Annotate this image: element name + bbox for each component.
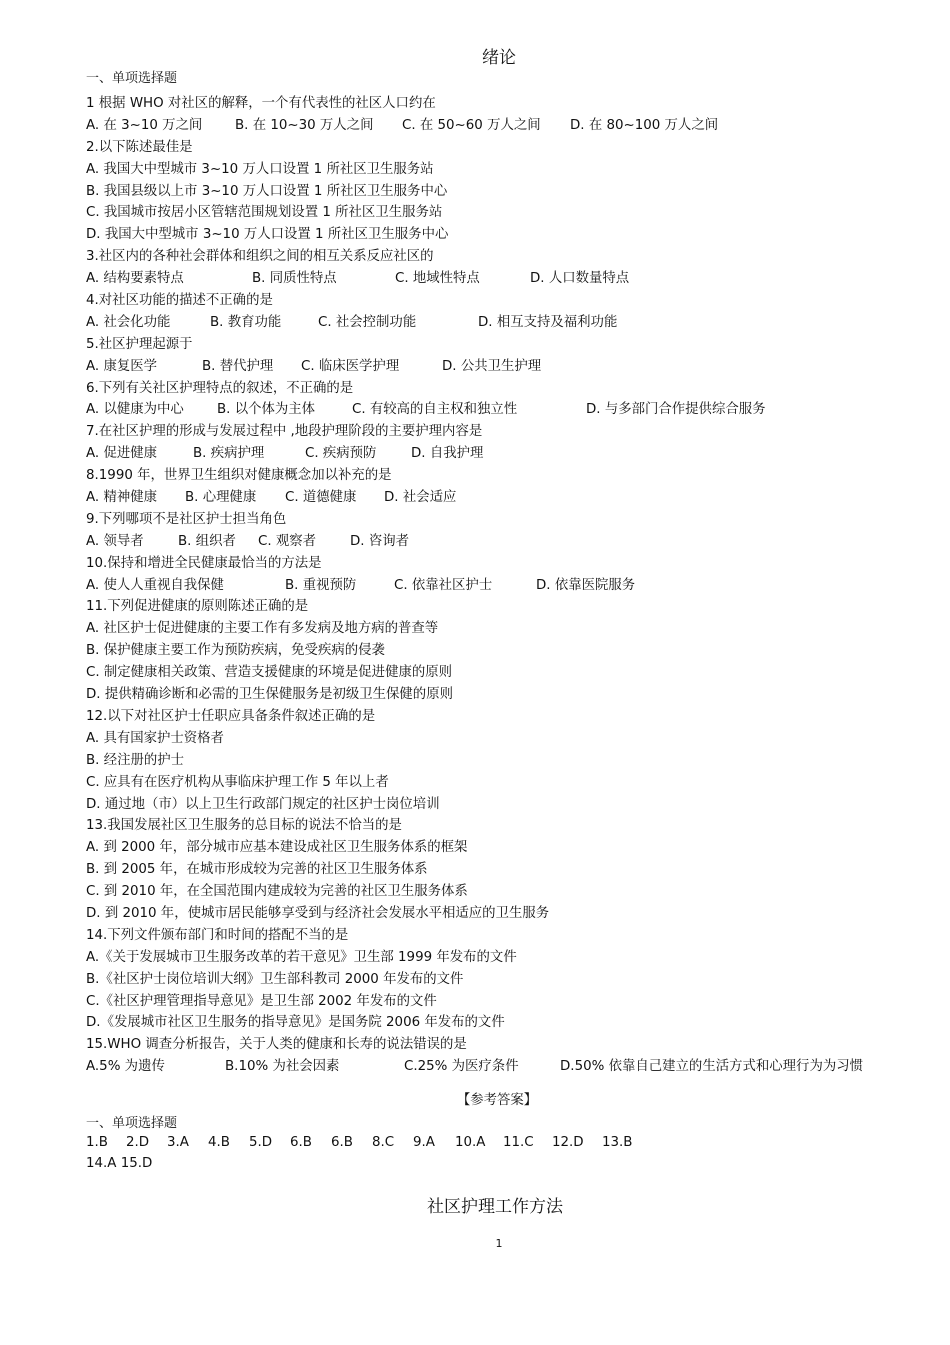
option: A.《关于发展城市卫生服务改革的若干意见》卫生部 1999 年发布的文件 bbox=[86, 949, 517, 965]
option: D. 到 2010 年，使城市居民能够享受到与经济社会发展水平相适应的卫生服务 bbox=[86, 905, 550, 921]
question-stem: 2.以下陈述最佳是 bbox=[86, 139, 193, 155]
option: C. 社会控制功能 bbox=[318, 314, 417, 330]
option: C. 制定健康相关政策、营造支援健康的环境是促进健康的原则 bbox=[86, 665, 453, 681]
option-row bbox=[86, 115, 906, 137]
option: A. 精神健康 bbox=[86, 490, 157, 506]
answer-title: 【参考答案】 bbox=[456, 1093, 538, 1108]
option: D. 公共卫生护理 bbox=[442, 358, 542, 374]
option: A. 领导者 bbox=[86, 533, 144, 549]
question-stem: 7.在社区护理的形成与发展过程中 ,地段护理阶段的主要护理内容是 bbox=[86, 424, 483, 440]
question-stem: 5.社区护理起源于 bbox=[86, 336, 193, 352]
answer-item: 3.A bbox=[167, 1135, 189, 1150]
option: D. 咨询者 bbox=[350, 533, 409, 549]
question-stem: 1 根据 WHO 对社区的解释，一个有代表性的社区人口约在 bbox=[86, 96, 436, 111]
next-section-title: 社区护理工作方法 bbox=[427, 1197, 563, 1217]
option: B. 组织者 bbox=[178, 533, 236, 549]
answer-item: 8.C bbox=[372, 1135, 395, 1150]
chapter-title: 绪论 bbox=[482, 48, 516, 68]
option: D. 相互支持及福利功能 bbox=[478, 314, 618, 330]
answer-item: 5.D bbox=[249, 1135, 273, 1150]
question-list bbox=[86, 93, 906, 1078]
option: C. 地域性特点 bbox=[395, 271, 480, 287]
option: B. 以个体为主体 bbox=[217, 402, 316, 418]
option: B. 保护健康主要工作为预防疾病，免受疾病的侵袭 bbox=[86, 643, 385, 659]
option-row bbox=[86, 268, 906, 290]
question-stem: 11.下列促进健康的原则陈述正确的是 bbox=[86, 599, 309, 615]
answer-item: 4.B bbox=[208, 1135, 230, 1150]
option: A. 促进健康 bbox=[86, 446, 157, 462]
answer-item: 13.B bbox=[602, 1135, 633, 1150]
option: C. 疾病预防 bbox=[305, 446, 377, 462]
option: A. 以健康为中心 bbox=[86, 402, 184, 418]
option: C. 观察者 bbox=[258, 533, 317, 549]
question-stem: 15.WHO 调查分析报告，关于人类的健康和长寿的说法错误的是 bbox=[86, 1037, 467, 1053]
option: D. 人口数量特点 bbox=[530, 271, 630, 287]
answer-item: 6.B bbox=[290, 1135, 312, 1150]
option: C. 依靠社区护士 bbox=[394, 577, 493, 593]
option: C. 到 2010 年，在全国范围内建成较为完善的社区卫生服务体系 bbox=[86, 884, 468, 900]
question-stem: 8.1990 年，世界卫生组织对健康概念加以补充的是 bbox=[86, 468, 392, 484]
option-row bbox=[86, 443, 906, 465]
option: B. 同质性特点 bbox=[252, 271, 337, 287]
option: C. 在 50~60 万人之间 bbox=[402, 117, 541, 133]
option: B. 替代护理 bbox=[202, 358, 274, 374]
question-stem: 14.下列文件颁布部门和时间的搭配不当的是 bbox=[86, 927, 349, 943]
option: A. 社会化功能 bbox=[86, 314, 171, 330]
option: B.《社区护士岗位培训大纲》卫生部科教司 2000 年发布的文件 bbox=[86, 971, 464, 987]
option: C.25% 为医疗条件 bbox=[404, 1059, 519, 1075]
option: C. 有较高的自主权和独立性 bbox=[352, 402, 518, 418]
option: A.5% 为遗传 bbox=[86, 1059, 165, 1075]
answer-item: 11.C bbox=[503, 1135, 534, 1150]
option: A. 社区护士促进健康的主要工作有多发病及地方病的普查等 bbox=[86, 621, 439, 637]
option: D. 社会适应 bbox=[384, 490, 457, 506]
page-number: 1 bbox=[495, 1237, 503, 1250]
option: B. 我国县级以上市 3~10 万人口设置 1 所社区卫生服务中心 bbox=[86, 183, 448, 199]
option: D. 我国大中型城市 3~10 万人口设置 1 所社区卫生服务中心 bbox=[86, 227, 449, 243]
question-stem: 4.对社区功能的描述不正确的是 bbox=[86, 293, 273, 309]
option: A. 具有国家护士资格者 bbox=[86, 730, 224, 746]
answer-section-heading: 一、单项选择题 bbox=[86, 1116, 178, 1131]
answer-item: 14.A 15.D bbox=[86, 1156, 153, 1171]
option: B. 心理健康 bbox=[185, 490, 257, 506]
option: C. 我国城市按居小区管辖范围规划设置 1 所社区卫生服务站 bbox=[86, 205, 443, 221]
answer-item: 1.B bbox=[86, 1135, 108, 1150]
option: A. 在 3~10 万之间 bbox=[86, 117, 203, 133]
option: B. 经注册的护士 bbox=[86, 752, 185, 768]
question-stem: 12.以下对社区护士任职应具备条件叙述正确的是 bbox=[86, 708, 376, 724]
question-stem: 10.保持和增进全民健康最恰当的方法是 bbox=[86, 555, 322, 571]
question-stem: 13.我国发展社区卫生服务的总目标的说法不恰当的是 bbox=[86, 818, 402, 834]
option: C. 道德健康 bbox=[285, 490, 357, 506]
option: A. 康复医学 bbox=[86, 358, 157, 374]
option: B. 在 10~30 万人之间 bbox=[235, 117, 374, 133]
option-row bbox=[86, 312, 906, 334]
option-row bbox=[86, 531, 906, 553]
option: D. 与多部门合作提供综合服务 bbox=[586, 402, 766, 418]
option-row bbox=[86, 1056, 906, 1078]
option: B. 到 2005 年，在城市形成较为完善的社区卫生服务体系 bbox=[86, 862, 428, 878]
option: D. 自我护理 bbox=[411, 446, 484, 462]
answer-item: 10.A bbox=[455, 1135, 486, 1150]
answer-item: 9.A bbox=[413, 1135, 435, 1150]
option: B.10% 为社会因素 bbox=[225, 1059, 340, 1075]
option: D. 通过地（市）以上卫生行政部门规定的社区护士岗位培训 bbox=[86, 796, 440, 812]
question-stem: 3.社区内的各种社会群体和组织之间的相互关系反应社区的 bbox=[86, 249, 434, 265]
option: D.《发展城市社区卫生服务的指导意见》是国务院 2006 年发布的文件 bbox=[86, 1015, 505, 1031]
option: D. 提供精确诊断和必需的卫生保健服务是初级卫生保健的原则 bbox=[86, 687, 453, 703]
option-row bbox=[86, 487, 906, 509]
option: D.50% 依靠自己建立的生活方式和心理行为为习惯 bbox=[560, 1059, 864, 1075]
option: A. 使人人重视自我保健 bbox=[86, 577, 224, 593]
option: C. 临床医学护理 bbox=[301, 358, 400, 374]
question-stem: 9.下列哪项不是社区护士担当角色 bbox=[86, 511, 287, 527]
option: D. 在 80~100 万人之间 bbox=[570, 117, 719, 133]
option: C. 应具有在医疗机构从事临床护理工作 5 年以上者 bbox=[86, 774, 389, 790]
option: B. 重视预防 bbox=[285, 577, 357, 593]
answer-item: 2.D bbox=[126, 1135, 150, 1150]
option: B. 疾病护理 bbox=[193, 446, 265, 462]
option-row bbox=[86, 399, 906, 421]
option: A. 到 2000 年，部分城市应基本建设成社区卫生服务体系的框架 bbox=[86, 840, 468, 856]
question-stem: 6.下列有关社区护理特点的叙述，不正确的是 bbox=[86, 380, 354, 396]
option-row bbox=[86, 356, 906, 378]
answer-item: 6.B bbox=[331, 1135, 353, 1150]
option: D. 依靠医院服务 bbox=[536, 577, 636, 593]
option: A. 结构要素特点 bbox=[86, 271, 184, 287]
option-row bbox=[86, 575, 906, 597]
option: B. 教育功能 bbox=[210, 314, 282, 330]
option: A. 我国大中型城市 3~10 万人口设置 1 所社区卫生服务站 bbox=[86, 161, 434, 177]
answer-item: 12.D bbox=[552, 1135, 584, 1150]
section-heading: 一、单项选择题 bbox=[86, 71, 178, 86]
option: C.《社区护理管理指导意见》是卫生部 2002 年发布的文件 bbox=[86, 993, 437, 1009]
